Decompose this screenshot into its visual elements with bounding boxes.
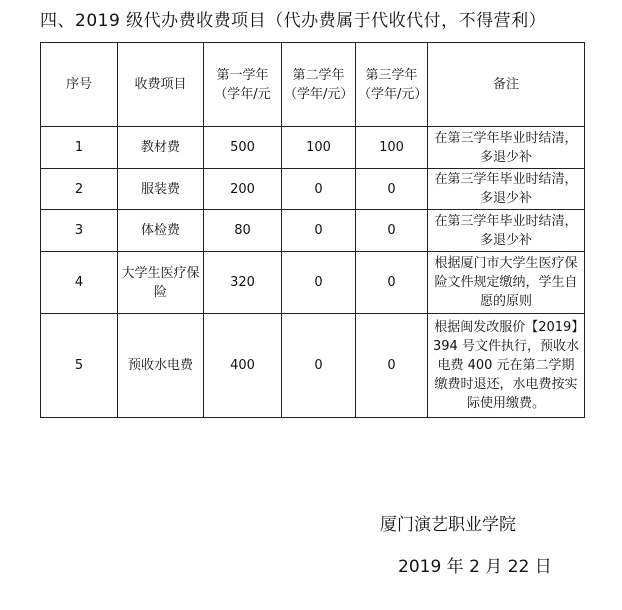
cell-year2: 0 [282, 252, 356, 314]
header-year3: 第三学年（学年/元） [356, 43, 428, 127]
cell-item: 大学生医疗保险 [118, 252, 204, 314]
table-row [41, 252, 585, 314]
document-date: 2019 年 2 月 22 日 [398, 557, 552, 577]
cell-item: 预收水电费 [118, 314, 204, 418]
table-header-row [41, 43, 585, 127]
cell-note: 在第三学年毕业时结清，多退少补 [428, 127, 585, 169]
cell-year3: 0 [356, 252, 428, 314]
cell-note: 在第三学年毕业时结清，多退少补 [428, 169, 585, 210]
cell-year3: 0 [356, 314, 428, 418]
section-heading: 四、2019 级代办费收费项目（代办费属于代收代付，不得营利） [40, 11, 547, 31]
cell-item: 体检费 [118, 210, 204, 252]
cell-item: 教材费 [118, 127, 204, 169]
fee-table [40, 42, 585, 418]
table-row [41, 127, 585, 169]
cell-year2: 0 [282, 210, 356, 252]
cell-item: 服装费 [118, 169, 204, 210]
cell-year3: 100 [356, 127, 428, 169]
cell-no: 1 [41, 127, 118, 169]
cell-year1: 400 [204, 314, 282, 418]
cell-no: 4 [41, 252, 118, 314]
cell-year1: 320 [204, 252, 282, 314]
cell-note: 根据厦门市大学生医疗保险文件规定缴纳，学生自愿的原则 [428, 252, 585, 314]
cell-year2: 100 [282, 127, 356, 169]
header-note: 备注 [428, 43, 585, 127]
header-no: 序号 [41, 43, 118, 127]
cell-no: 5 [41, 314, 118, 418]
cell-year3: 0 [356, 169, 428, 210]
cell-year3: 0 [356, 210, 428, 252]
header-year2: 第二学年（学年/元） [282, 43, 356, 127]
header-year1: 第一学年（学年/元 [204, 43, 282, 127]
cell-year1: 80 [204, 210, 282, 252]
cell-note: 在第三学年毕业时结清，多退少补 [428, 210, 585, 252]
header-item: 收费项目 [118, 43, 204, 127]
cell-year1: 500 [204, 127, 282, 169]
table-row [41, 210, 585, 252]
school-name: 厦门演艺职业学院 [380, 515, 516, 535]
table-row [41, 169, 585, 210]
cell-year2: 0 [282, 169, 356, 210]
cell-year1: 200 [204, 169, 282, 210]
cell-no: 3 [41, 210, 118, 252]
cell-note: 根据闽发改服价【2019】394 号文件执行，预收水电费 400 元在第二学期缴费时退还，水电费按实际使用缴费。 [428, 314, 585, 418]
table-row [41, 314, 585, 418]
cell-year2: 0 [282, 314, 356, 418]
cell-no: 2 [41, 169, 118, 210]
